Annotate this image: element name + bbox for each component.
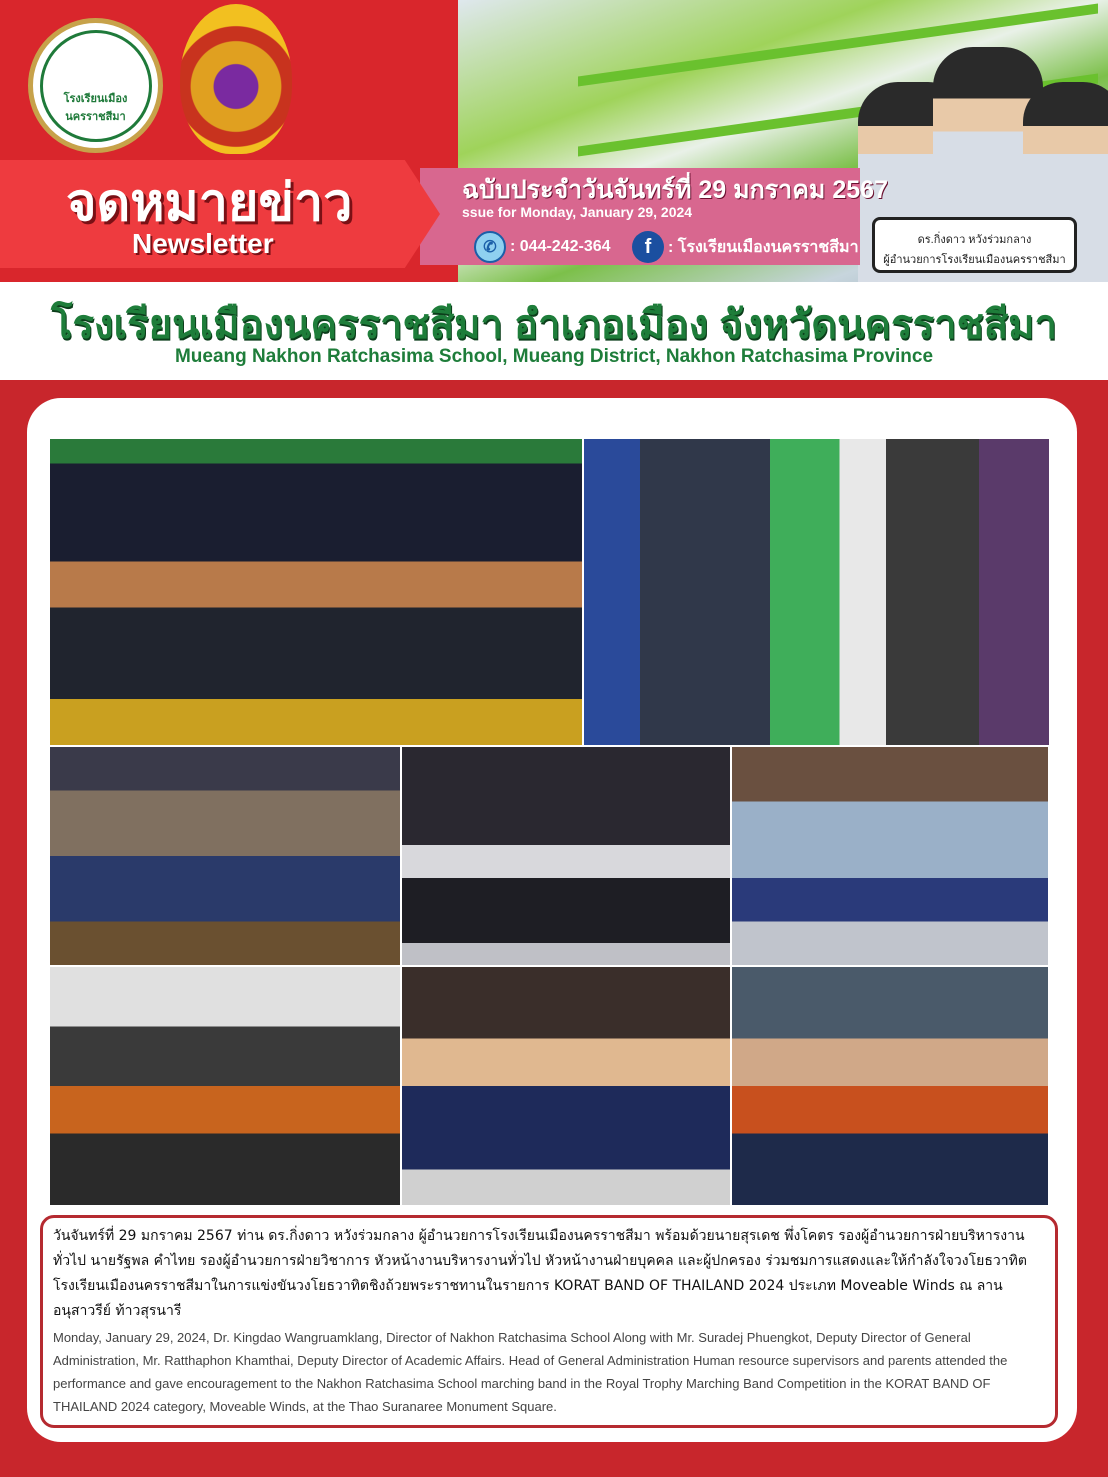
director-caption (872, 217, 1077, 273)
school-name-en: Mueang Nakhon Ratchasima School, Mueang District, Nakhon Ratchasima Province (174, 346, 934, 367)
newsletter-header (0, 0, 1108, 282)
caption-english: Monday, January 29, 2024, Dr. Kingdao Wangruamklang, Director of Nakhon Ratchasima School Along with Mr. Suradej Phuengkot, Deputy Director of General Administration, Mr. Ratthaphon Khamthai, Deputy Director of Academic Affairs. Head of General Administration Human resource supervisors and parents attended the performance and gave encouragement to the Nakhon Ratchasima School marching band in the Royal Trophy Marching Band Competition in the KORAT BAND OF THAILAND 2024 category, Moveable Winds, at the Thao Suranaree Monument Square. (53, 1330, 1008, 1414)
school-name-th: โรงเรียนเมืองนครราชสีมา อำเภอเมือง จังหวัดนครราชสีมา (50, 303, 1057, 347)
facebook-page: : โรงเรียนเมืองนครราชสีมา (668, 238, 859, 256)
director-name: ดร.กิ่งดาว หวังร่วมกลาง (917, 234, 1032, 246)
photo-parent-child (401, 966, 731, 1206)
issue-date-en: ssue for Monday, January 29, 2024 (462, 204, 693, 220)
photo-guests (583, 438, 1050, 746)
photo-group-students (49, 438, 583, 746)
photo-seated-students (49, 966, 401, 1206)
photo-marching-band (401, 746, 731, 966)
caption-thai: วันจันทร์ที่ 29 มกราคม 2567 ท่าน ดร.กิ่งดาว หวังร่วมกลาง ผู้อำนวยการโรงเรียนเมืองนครราชสีมา พร้อมด้วยนายสุรเดช พึ่งโคตร รองผู้อำนวยการฝ่ายบริหารงานทั่วไป นายรัฐพล คำไทย รองผู้อำนวยการฝ่ายวิชาการ หัวหน้างานบริหารงานทั่วไป หัวหน้างานฝ่ายบุคคล และผู้ปกครอง ร่วมชมการแสดงและให้กำลังใจวงโยธวาทิตโรงเรียนเมืองนครราชสีมาในการแข่งขันวงโยธวาทิตชิงถ้วยพระราชทานในรายการ KORAT BAND OF THAILAND 2024 ประเภท Moveable Winds ณ ลานอนุสาวรีย์ ท้าวสุรนารี (53, 1228, 1027, 1319)
photo-performance-1 (49, 746, 401, 966)
school-logo: โรงเรียนเมืองนครราชสีมา (28, 18, 163, 153)
newsletter-title-en: Newsletter (132, 228, 274, 259)
phone-number: : 044-242-364 (510, 238, 611, 255)
obec-emblem (180, 4, 292, 154)
phone-contact (474, 231, 611, 263)
facebook-contact (632, 231, 859, 263)
phone-icon: ✆ (474, 231, 506, 263)
facebook-icon: f (632, 231, 664, 263)
newsletter-title-th: จดหมายข่าว (66, 174, 353, 232)
issue-date-th: ฉบับประจำวันจันทร์ที่ 29 มกราคม 2567 (462, 176, 888, 204)
director-title: ผู้อำนวยการโรงเรียนเมืองนครราชสีมา (883, 254, 1066, 266)
photo-flag-dancers (731, 746, 1049, 966)
caption-box (40, 1215, 1058, 1428)
photo-hug (731, 966, 1049, 1206)
